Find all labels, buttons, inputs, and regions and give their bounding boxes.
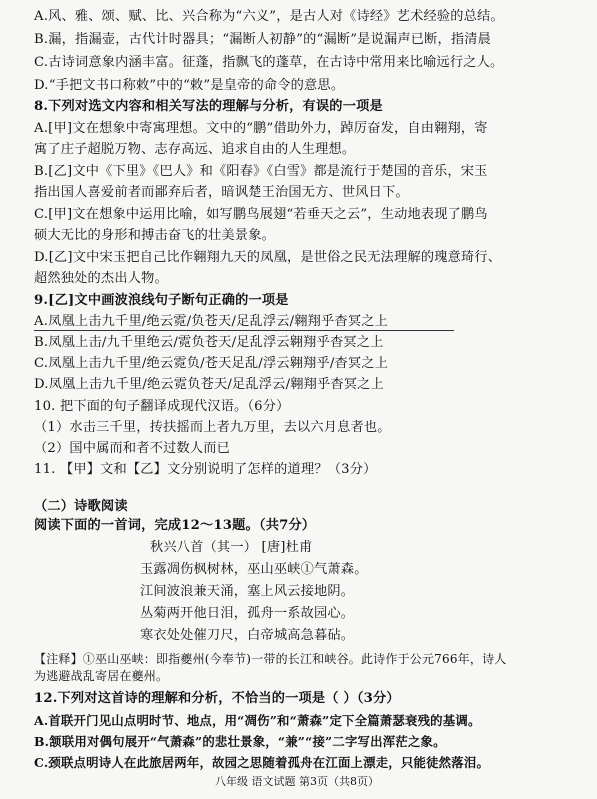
- option-8c-cont: 硕大无比的身形和搏击奋飞的壮美景象。: [34, 228, 275, 243]
- option-12a: A.首联开门见山点明时节、地点，用“凋伤”和“萧森”定下全篇萧瑟衰残的基调。: [34, 713, 481, 728]
- option-12b: B.颔联用对偶句展开“气萧森”的悲壮景象，“兼”“接”二字写出浑茫之象。: [34, 734, 446, 749]
- question-11: 11. 【甲】文和【乙】文分别说明了怎样的道理？（3分）: [34, 462, 377, 477]
- question-10-2: （2）国中属而和者不过数人而已: [34, 441, 231, 456]
- poem-line-1: 玉露凋伤枫树林，巫山巫峡①气萧森。: [140, 562, 368, 577]
- poem-title: 秋兴八首（其一） [唐]杜甫: [150, 540, 313, 555]
- option-8c: C.[甲]文在想象中运用比喻，如写鹏鸟展翅“若垂天之云”，生动地表现了鹏鸟: [34, 207, 488, 222]
- section-heading-poetry: （二）诗歌阅读: [34, 499, 128, 514]
- poem-line-4: 寒衣处处催刀尺，白帝城高急暮砧。: [140, 628, 355, 643]
- question-8: 8.下列对选文内容和相关写法的理解与分析，有误的一项是: [34, 99, 383, 114]
- poem-line-2: 江间波浪兼天涌，塞上风云接地阴。: [140, 584, 355, 599]
- option-8a-cont: 寓了庄子超脱万物、志存高远、追求自由的人生理想。: [34, 142, 356, 157]
- option-7a: A.风、雅、颂、赋、比、兴合称为“六义”，是古人对《诗经》艺术经验的总结。: [34, 9, 504, 24]
- poem-note-cont: 为逃避战乱寄居在夔州。: [34, 669, 169, 683]
- option-12c: C.颈联点明诗人在此旅居两年，故园之思随着孤舟在江面上漂走，只能徒然落泪。: [34, 755, 490, 770]
- option-9c: C.凤凰上击九千里/绝云霓负/苍天足乱/浮云翱翔乎/杳冥之上: [34, 356, 389, 371]
- option-8b: B.[乙]文中《下里》《巴人》和《阳春》《白雪》都是流行于楚国的音乐，宋玉: [34, 164, 488, 179]
- question-9: 9.[乙]文中画波浪线句子断句正确的一项是: [34, 293, 289, 308]
- option-9b: B.凤凰上击/九千里绝云/霓负苍天/足乱浮云翱翔乎杳冥之上: [34, 335, 384, 350]
- question-12: 12.下列对这首诗的理解和分析，不恰当的一项是（ ）（3分）: [34, 691, 400, 706]
- reading-instruction: 阅读下面的一首词，完成12～13题。（共7分）: [34, 518, 316, 533]
- poem-note: 【注释】①巫山巫峡：即指夔州(今奉节)一带的长江和峡谷。此诗作于公元766年，诗人: [34, 652, 507, 666]
- option-9d: D.凤凰上击九千里/绝云霓负苍天/足乱浮云/翱翔乎杳冥之上: [34, 377, 384, 392]
- option-7c: C.古诗词意象内涵丰富。征蓬，指飘飞的蓬草，在古诗中常用来比喻远行之人。: [34, 55, 504, 70]
- option-8d-cont: 超然独处的杰出人物。: [34, 271, 168, 286]
- poem-line-3: 丛菊两开他日泪，孤舟一系故园心。: [140, 606, 355, 621]
- question-10-1: （1）水击三千里，抟扶摇而上者九万里，去以六月息者也。: [34, 420, 391, 435]
- page-footer: 八年级 语文试题 第3页（共8页）: [215, 775, 379, 788]
- option-8b-cont: 指出国人喜爱前者而鄙弃后者，暗讽楚王治国无方、世风日下。: [34, 185, 409, 200]
- option-7d: D.“手把文书口称敕”中的“敕”是皇帝的命令的意思。: [34, 78, 345, 93]
- option-9a: A.凤凰上击九千里/绝云霓/负苍天/足乱浮云/翱翔乎杳冥之上: [34, 314, 388, 329]
- option-8d: D.[乙]文中宋玉把自己比作翱翔九天的凤凰，是世俗之民无法理解的瑰意琦行、: [34, 250, 502, 265]
- option-7b: B.漏，指漏壶，古代计时器具；“漏断人初静”的“漏断”是说漏声已断，指清晨: [34, 32, 492, 47]
- question-10: 10. 把下面的句子翻译成现代汉语。（6分）: [34, 399, 290, 414]
- wavy-underline: [34, 330, 454, 331]
- option-8a: A.[甲]文在想象中寄寓理想。文中的“鹏”借助外力，踔厉奋发，自由翱翔，寄: [34, 121, 488, 136]
